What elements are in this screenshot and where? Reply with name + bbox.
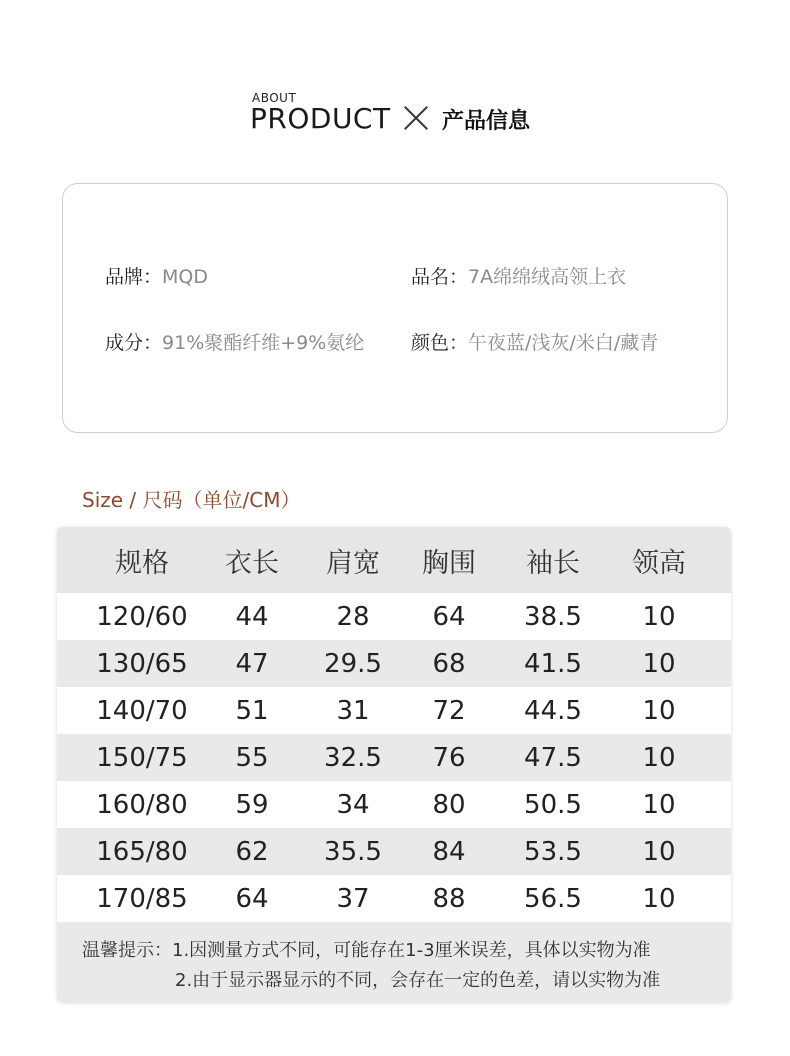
table-cell: 53.5: [524, 836, 582, 867]
about-label: ABOUT: [252, 91, 297, 105]
color-key: 颜色：: [411, 332, 469, 354]
table-cell: 10: [642, 648, 676, 679]
table-cell: 150/75: [96, 742, 188, 773]
header-cell: 规格: [115, 547, 169, 579]
table-cell: 64: [235, 883, 269, 914]
table-row: [57, 593, 731, 640]
table-cell: 10: [642, 883, 676, 914]
header-cell: 衣长: [225, 547, 279, 579]
table-cell: 55: [235, 742, 269, 773]
product-info-card: [62, 183, 728, 433]
table-cell: 56.5: [524, 883, 582, 914]
name-key: 品名：: [411, 266, 469, 288]
note-line-1: 温馨提示：1.因测量方式不同，可能存在1-3厘米误差，具体以实物为准: [82, 940, 651, 961]
table-cell: 41.5: [524, 648, 582, 679]
table-cell: 10: [642, 789, 676, 820]
table-cell: 47: [235, 648, 269, 679]
size-table: [57, 527, 731, 1002]
table-cell: 160/80: [96, 789, 188, 820]
color-info: [411, 328, 658, 355]
table-cell: 44.5: [524, 695, 582, 726]
table-cell: 68: [432, 648, 466, 679]
header-cell: 领高: [632, 547, 686, 579]
table-row: [57, 734, 731, 781]
note-section: [57, 922, 731, 1002]
table-cell: 64: [432, 601, 466, 632]
brand-key: 品牌：: [105, 266, 163, 288]
header-cell: 袖长: [526, 547, 580, 579]
table-cell: 37: [336, 883, 370, 914]
cross-icon: [402, 104, 430, 132]
table-cell: 62: [235, 836, 269, 867]
table-row: [57, 781, 731, 828]
table-cell: 28: [336, 601, 370, 632]
table-cell: 170/85: [96, 883, 188, 914]
table-cell: 29.5: [324, 648, 382, 679]
table-cell: 59: [235, 789, 269, 820]
table-cell: 84: [432, 836, 466, 867]
table-cell: 88: [432, 883, 466, 914]
table-cell: 38.5: [524, 601, 582, 632]
table-cell: 130/65: [96, 648, 188, 679]
color-value: 午夜蓝/浅灰/米白/藏青: [468, 332, 659, 354]
table-cell: 165/80: [96, 836, 188, 867]
name-info: [411, 262, 626, 289]
table-cell: 80: [432, 789, 466, 820]
table-cell: 34: [336, 789, 370, 820]
header-cell: 肩宽: [326, 547, 380, 579]
header-cell: 胸围: [422, 547, 476, 579]
size-title: Size / 尺码（单位/CM）: [82, 488, 301, 512]
material-info: [105, 328, 364, 355]
table-cell: 10: [642, 695, 676, 726]
section-title: 产品信息: [442, 109, 531, 134]
table-cell: 72: [432, 695, 466, 726]
brand-info: [105, 262, 208, 289]
table-cell: 32.5: [324, 742, 382, 773]
product-label: PRODUCT: [250, 102, 391, 135]
table-header-row: [57, 527, 731, 593]
table-cell: 50.5: [524, 789, 582, 820]
table-cell: 51: [235, 695, 269, 726]
brand-value: MQD: [162, 266, 208, 288]
table-cell: 35.5: [324, 836, 382, 867]
table-cell: 47.5: [524, 742, 582, 773]
section-header: [0, 88, 790, 138]
table-cell: 10: [642, 601, 676, 632]
table-cell: 10: [642, 742, 676, 773]
table-cell: 31: [336, 695, 370, 726]
table-cell: 44: [235, 601, 269, 632]
table-row: [57, 640, 731, 687]
material-value: 91%聚酯纤维+9%氨纶: [162, 332, 365, 354]
note-line-2: 2.由于显示器显示的不同，会存在一定的色差，请以实物为准: [175, 970, 661, 991]
table-cell: 10: [642, 836, 676, 867]
table-row: [57, 875, 731, 922]
table-cell: 120/60: [96, 601, 188, 632]
table-cell: 76: [432, 742, 466, 773]
table-cell: 140/70: [96, 695, 188, 726]
table-row: [57, 828, 731, 875]
name-value: 7A绵绵绒高领上衣: [468, 266, 627, 288]
material-key: 成分：: [105, 332, 163, 354]
table-row: [57, 687, 731, 734]
